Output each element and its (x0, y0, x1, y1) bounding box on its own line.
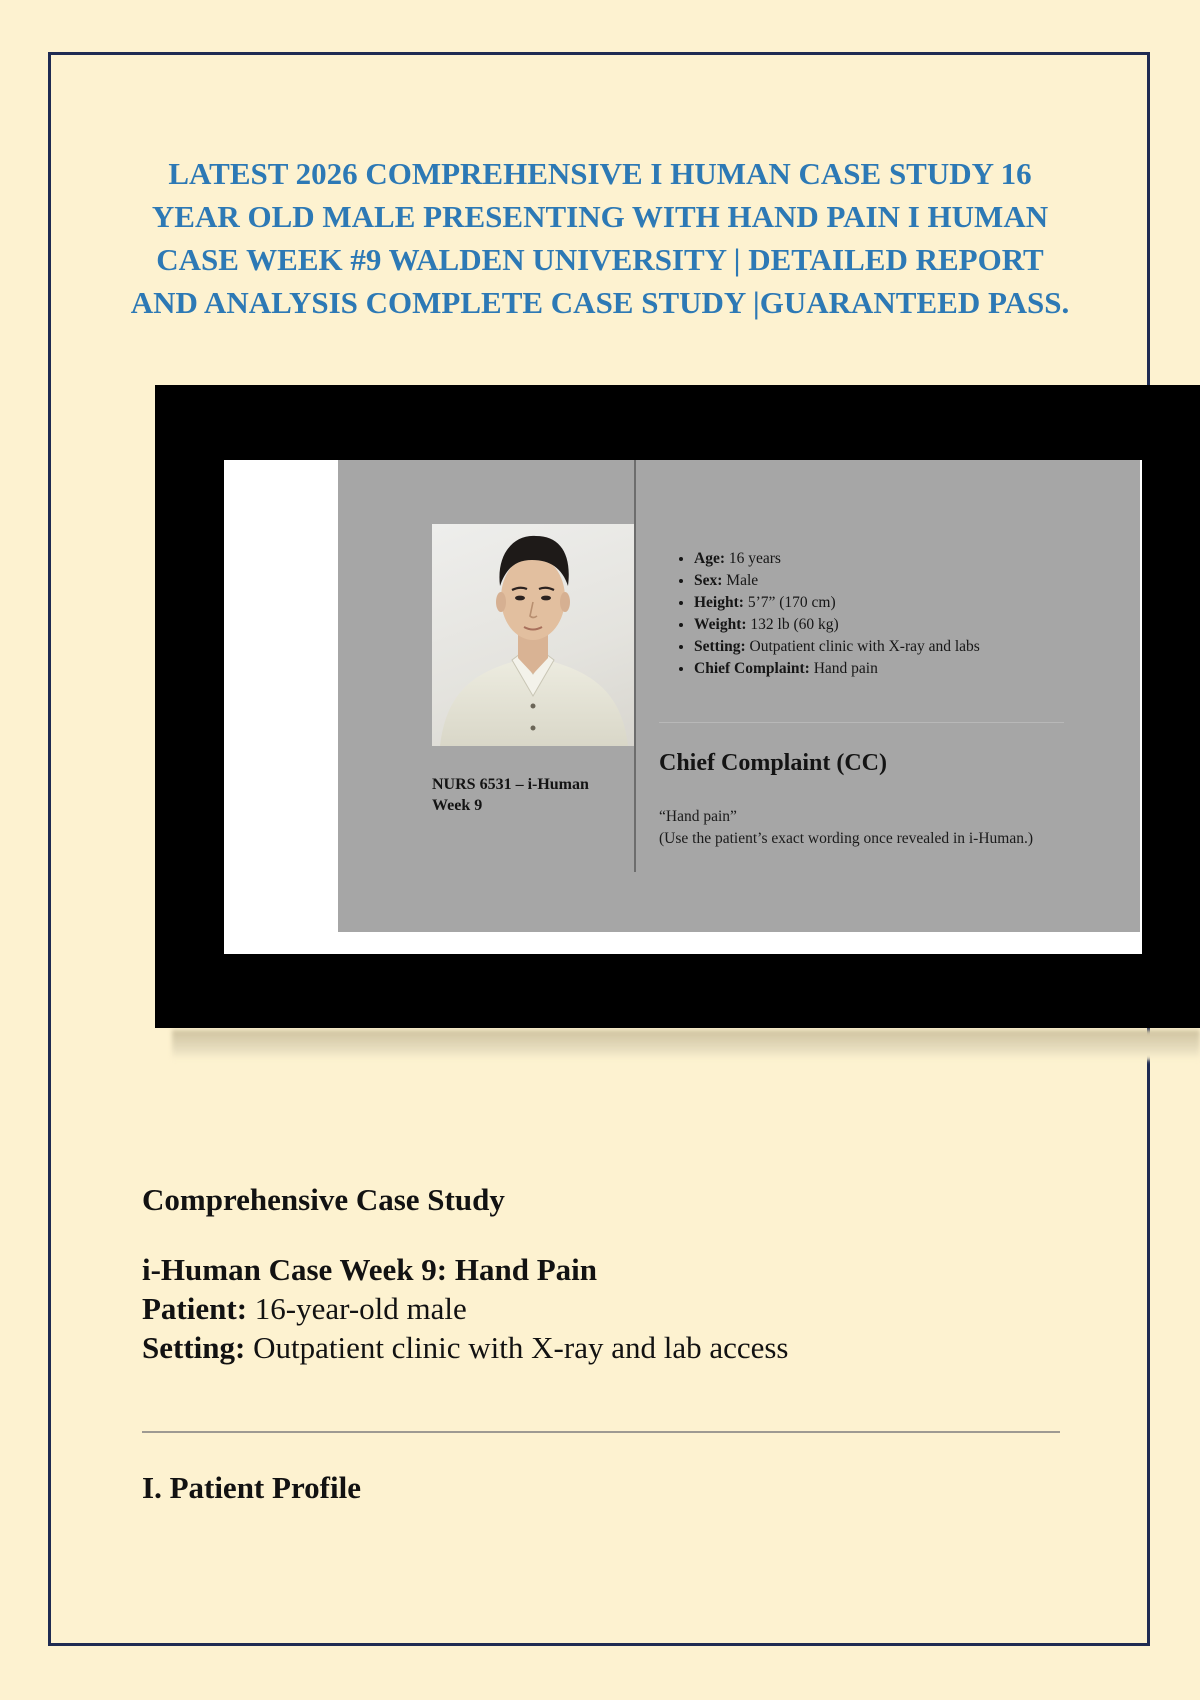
patient-card (338, 460, 1140, 932)
fact-height: • Height: 5’7” (170 cm) (694, 592, 980, 614)
chief-complaint-text (659, 806, 1033, 850)
setting-value: Outpatient clinic with X-ray and lab access (245, 1330, 789, 1365)
patient-photo (432, 524, 634, 746)
panel-divider (634, 460, 636, 872)
fact-age: • Age: 16 years (694, 548, 980, 570)
setting-label: Setting: (142, 1330, 246, 1365)
horizontal-rule (142, 1431, 1060, 1433)
chief-complaint-heading: Chief Complaint (CC) (659, 750, 887, 776)
patient-value: 16-year-old male (247, 1291, 467, 1326)
fact-sex: • Sex: Male (694, 570, 980, 592)
chief-complaint-quote: “Hand pain” (659, 808, 737, 825)
patient-profile-heading: I. Patient Profile (142, 1470, 361, 1505)
screenshot-shadow (172, 1030, 1200, 1060)
chief-complaint-note: (Use the patient’s exact wording once revealed in i-Human.) (659, 830, 1034, 847)
case-title: i-Human Case Week 9: Hand Pain (142, 1252, 598, 1287)
patient-portrait-image (432, 524, 634, 746)
fact-chief-complaint: • Chief Complaint: Hand pain (694, 658, 980, 680)
section-heading: Comprehensive Case Study (142, 1182, 505, 1217)
case-summary (142, 1250, 789, 1367)
document-title: LATEST 2026 COMPREHENSIVE I HUMAN CASE STUDY 16 YEAR OLD MALE PRESENTING WITH HAND PAIN I HUMAN CASE WEEK #9 WALDEN UNIVERSITY | DETAILED REPORT AND ANALYSIS COMPLETE CASE STUDY |GUARANTEED PASS. (130, 156, 1070, 320)
patient-facts-list (674, 548, 980, 680)
fact-setting: • Setting: Outpatient clinic with X-ray and labs (694, 636, 980, 658)
panel-rule (659, 722, 1064, 723)
screenshot-page (224, 460, 1142, 954)
patient-label: Patient: (142, 1291, 248, 1326)
fact-weight: • Weight: 132 lb (60 kg) (694, 614, 980, 636)
embedded-screenshot (155, 385, 1200, 1028)
course-label: NURS 6531 – i-Human Week 9 (432, 776, 589, 814)
